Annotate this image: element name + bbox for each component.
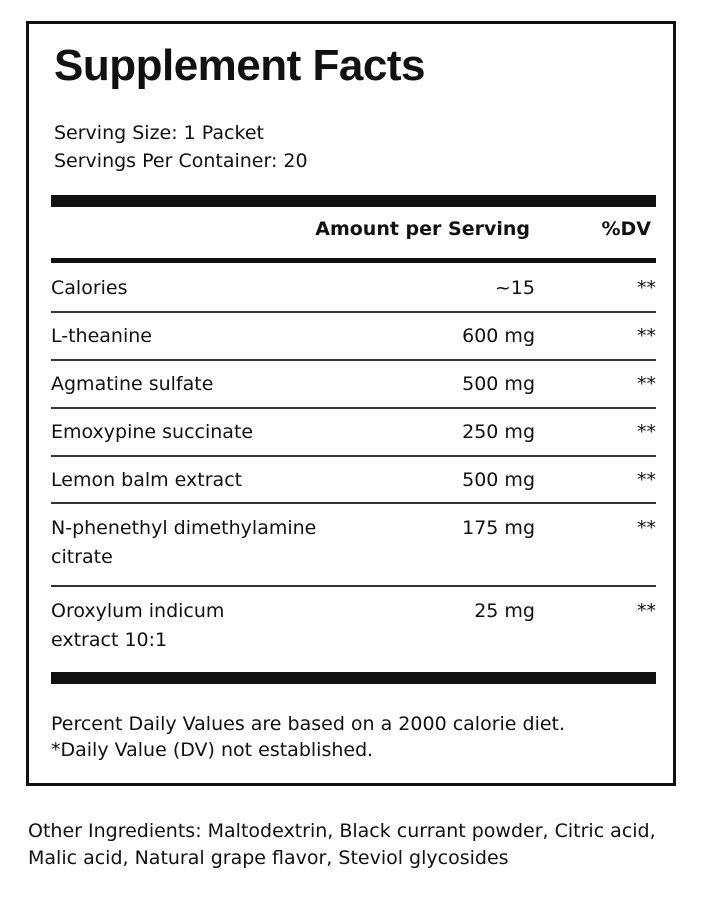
ingredient-name-line: citrate (51, 546, 113, 568)
ingredient-name: Emoxypine succinate (51, 421, 254, 443)
ingredient-dv: ** (637, 600, 656, 622)
ingredient-amount: 175 mg (462, 517, 535, 539)
ingredient-name-line: Oroxylum indicum (51, 600, 225, 622)
row-divider (51, 502, 656, 504)
ingredient-name-line: extract 10:1 (51, 629, 168, 651)
ingredient-amount: 250 mg (462, 421, 535, 443)
label-title: Supplement Facts (54, 41, 425, 90)
row-divider (51, 455, 656, 457)
ingredient-name: Lemon balm extract (51, 469, 243, 491)
ingredient-amount: 500 mg (462, 373, 535, 395)
ingredient-dv: ** (637, 277, 656, 299)
bottom-thick-bar (51, 672, 656, 684)
ingredient-amount: 25 mg (474, 600, 535, 622)
ingredient-amount: 600 mg (462, 325, 535, 347)
header-divider (51, 258, 656, 263)
ingredient-amount: 500 mg (462, 469, 535, 491)
row-divider (51, 359, 656, 361)
top-thick-bar (51, 195, 656, 207)
row-divider (51, 407, 656, 409)
daily-value-footnote: Percent Daily Values are based on a 2000 calorie diet. (51, 713, 566, 735)
supplement-facts-panel (26, 21, 676, 786)
ingredient-dv: ** (637, 373, 656, 395)
ingredient-name (51, 597, 224, 655)
ingredient-dv: ** (637, 325, 656, 347)
dv-not-established-note: *Daily Value (DV) not established. (51, 739, 374, 761)
dv-column-header: %DV (601, 218, 651, 240)
ingredient-amount: ~15 (494, 277, 535, 299)
ingredient-name: Agmatine sulfate (51, 373, 214, 395)
row-divider (51, 585, 656, 587)
ingredient-dv: ** (637, 421, 656, 443)
ingredient-name (51, 514, 316, 572)
row-divider (51, 311, 656, 313)
servings-per-container: Servings Per Container: 20 (54, 150, 308, 172)
ingredient-name-line: N-phenethyl dimethylamine (51, 517, 317, 539)
serving-size: Serving Size: 1 Packet (54, 122, 264, 144)
ingredient-dv: ** (637, 517, 656, 539)
ingredient-name: L-theanine (51, 325, 152, 347)
ingredient-dv: ** (637, 469, 656, 491)
ingredient-name: Calories (51, 277, 128, 299)
amount-column-header: Amount per Serving (315, 218, 530, 240)
other-ingredients: Other Ingredients: Maltodextrin, Black currant powder, Citric acid, Malic acid, Natural grape flavor, Steviol glycosides (28, 820, 656, 869)
